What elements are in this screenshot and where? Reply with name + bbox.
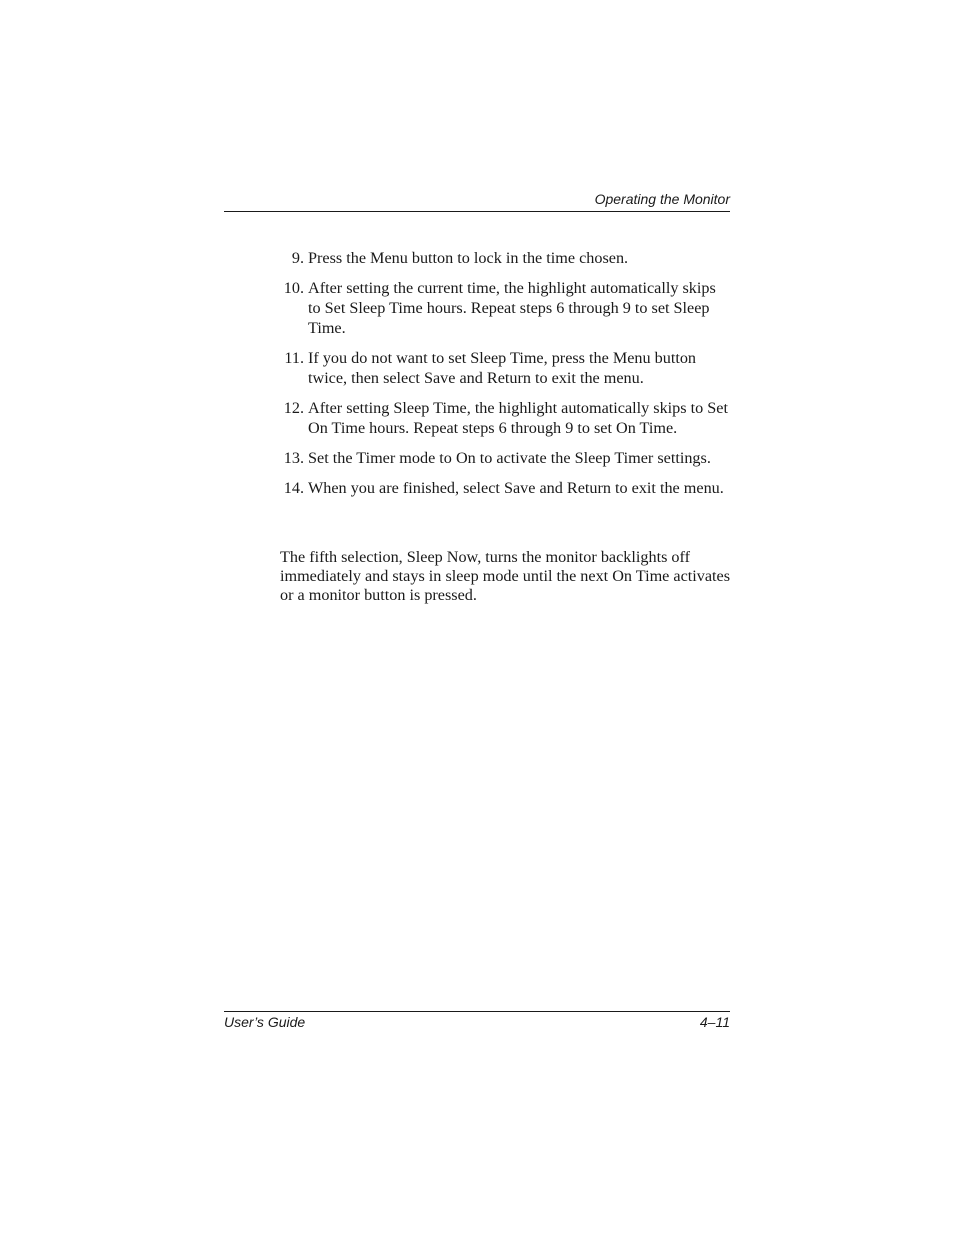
list-item <box>280 278 732 338</box>
step-text: After setting the current time, the highlight automatically skips to Set Sleep Time hours. Repeat steps 6 through 9 to set Sleep Time. <box>308 279 716 337</box>
list-item <box>280 248 732 268</box>
footer-guide-title: User’s Guide <box>224 1014 306 1030</box>
footer-rule <box>224 1011 730 1012</box>
step-text: Set the Timer mode to On to activate the Sleep Timer settings. <box>308 449 711 467</box>
step-text: When you are finished, select Save and Return to exit the menu. <box>308 479 724 497</box>
list-item <box>280 348 732 388</box>
step-number: 10. <box>283 279 304 297</box>
step-number: 11. <box>284 349 304 367</box>
step-number: 14. <box>283 479 304 497</box>
step-text: Press the Menu button to lock in the time chosen. <box>308 249 629 267</box>
step-number: 13. <box>283 449 304 467</box>
list-item <box>280 398 732 438</box>
running-header: Operating the Monitor <box>594 191 730 207</box>
list-item <box>280 448 732 468</box>
step-number: 9. <box>291 249 304 267</box>
step-text: After setting Sleep Time, the highlight automatically skips to Set On Time hours. Repeat steps 6 through 9 to set On Time. <box>308 399 728 437</box>
list-item <box>280 478 732 498</box>
header-rule <box>224 211 730 212</box>
page-number: 4–11 <box>699 1014 730 1030</box>
step-text: If you do not want to set Sleep Time, press the Menu button twice, then select Save and Return to exit the menu. <box>308 349 697 387</box>
body-paragraph: The fifth selection, Sleep Now, turns the monitor backlights off immediately and stays in sleep mode until the next On Time activates or a monitor button is pressed. <box>280 548 731 604</box>
step-number: 12. <box>283 399 304 417</box>
step-list <box>280 248 732 508</box>
